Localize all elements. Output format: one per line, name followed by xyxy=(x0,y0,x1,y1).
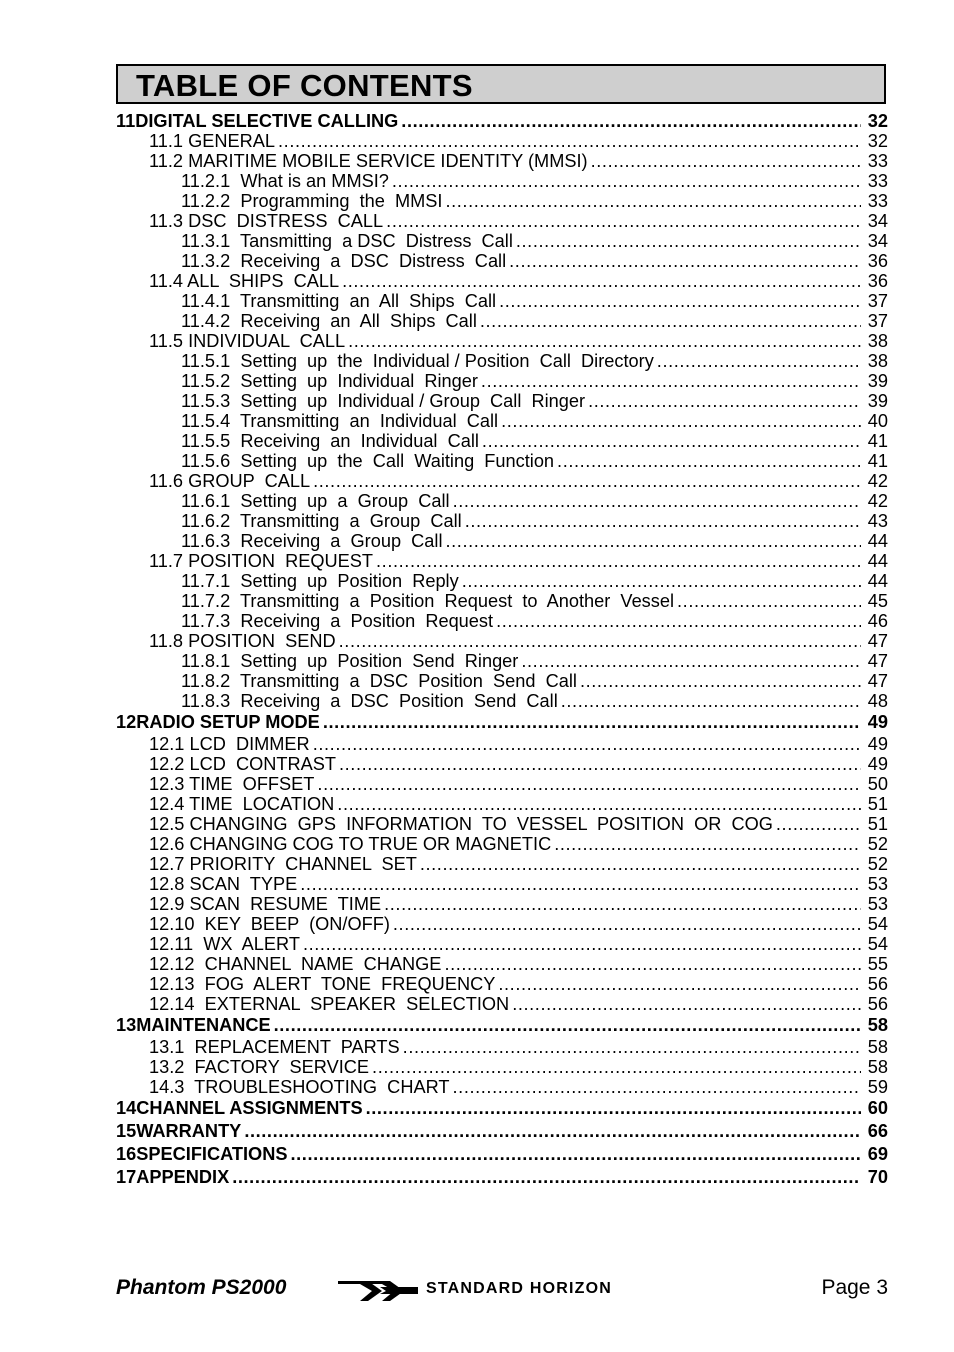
toc-dot-leader xyxy=(323,711,861,734)
toc-page-number: 33 xyxy=(867,151,888,171)
toc-page-number: 47 xyxy=(867,631,888,651)
toc-dot-leader xyxy=(342,271,861,291)
toc-dot-leader xyxy=(303,934,861,954)
toc-section-number: 17 xyxy=(116,1167,137,1187)
toc-dot-leader xyxy=(588,391,861,411)
toc-entry[interactable] xyxy=(116,711,888,734)
toc-dot-leader xyxy=(403,1037,861,1057)
toc-dot-leader xyxy=(561,691,861,711)
page-title: TABLE OF CONTENTS xyxy=(136,68,473,103)
toc-entry[interactable] xyxy=(116,1166,888,1189)
toc-entry-title: 11.1 GENERAL xyxy=(149,131,276,151)
toc-dot-leader xyxy=(274,1014,861,1037)
toc-entry[interactable] xyxy=(116,1120,888,1143)
toc-entry[interactable] xyxy=(116,894,888,914)
toc-page-number: 47 xyxy=(867,651,888,671)
toc-entry[interactable] xyxy=(116,691,888,711)
toc-entry[interactable] xyxy=(116,351,888,371)
toc-dot-leader xyxy=(521,651,861,671)
toc-dot-leader xyxy=(465,511,861,531)
toc-page-number: 58 xyxy=(867,1037,888,1057)
toc-entry-title: 11.7 POSITION REQUEST xyxy=(149,551,374,571)
toc-page-number: 69 xyxy=(867,1144,888,1164)
toc-entry[interactable] xyxy=(116,531,888,551)
toc-page-number: 39 xyxy=(867,371,888,391)
toc-entry-title: 12.3 TIME OFFSET xyxy=(149,774,315,794)
toc-entry[interactable] xyxy=(116,834,888,854)
toc-entry-title: RADIO SETUP MODE xyxy=(136,712,320,732)
toc-page-number: 51 xyxy=(867,814,888,834)
toc-dot-leader xyxy=(480,311,861,331)
toc-page-number: 53 xyxy=(867,874,888,894)
toc-entry[interactable] xyxy=(116,814,888,834)
toc-entry[interactable] xyxy=(116,451,888,471)
toc-page-number: 41 xyxy=(867,451,888,471)
toc-page-number: 55 xyxy=(867,954,888,974)
toc-dot-leader xyxy=(339,631,861,651)
toc-section-number: 11 xyxy=(116,111,136,131)
toc-dot-leader xyxy=(496,611,861,631)
toc-entry-title: 12.4 TIME LOCATION xyxy=(149,794,335,814)
toc-dot-leader xyxy=(591,151,861,171)
toc-entry[interactable] xyxy=(116,471,888,491)
toc-entry-title: 11.5.6 Setting up the Call Waiting Function xyxy=(181,451,555,471)
toc-dot-leader xyxy=(445,191,861,211)
toc-dot-leader xyxy=(499,291,861,311)
toc-dot-leader xyxy=(501,411,861,431)
toc-dot-leader xyxy=(384,894,861,914)
toc-section-number: 16 xyxy=(116,1144,137,1164)
toc-entry-title: 11.8 POSITION SEND xyxy=(149,631,336,651)
toc-entry[interactable] xyxy=(116,1037,888,1057)
toc-entry-title: 11.5.3 Setting up Individual / Group Call Ringer xyxy=(181,391,586,411)
toc-entry[interactable] xyxy=(116,1097,888,1120)
toc-section-number: 14 xyxy=(116,1098,137,1118)
brand-name: STANDARD HORIZON xyxy=(426,1280,613,1297)
toc-entry-title: 11.6 GROUP CALL xyxy=(149,471,311,491)
toc-dot-leader xyxy=(372,1057,861,1077)
toc-entry-title: 12.10 KEY BEEP (ON/OFF) xyxy=(149,914,390,934)
toc-page-number: 49 xyxy=(867,712,888,732)
toc-page-number: 48 xyxy=(867,691,888,711)
toc-entry-title: 11.2.1 What is an MMSI? xyxy=(181,171,389,191)
toc-page-number: 44 xyxy=(867,551,888,571)
toc-dot-leader xyxy=(453,1077,861,1097)
toc-page-number: 34 xyxy=(867,211,888,231)
toc-entry-title: 11.4 ALL SHIPS CALL xyxy=(149,271,340,291)
toc-page-number: 54 xyxy=(867,914,888,934)
toc-entry-title: 11.2.2 Programming the MMSI xyxy=(181,191,443,211)
toc-dot-leader xyxy=(339,754,861,774)
toc-entry-title: 11.4.1 Transmitting an All Ships Call xyxy=(181,291,497,311)
toc-dot-leader xyxy=(580,671,861,691)
toc-entry-title: 11.8.2 Transmitting a DSC Position Send Call xyxy=(181,671,577,691)
page-number: Page 3 xyxy=(821,1276,888,1299)
toc-page-number: 39 xyxy=(867,391,888,411)
toc-entry[interactable] xyxy=(116,391,888,411)
toc-dot-leader xyxy=(482,431,861,451)
toc-page-number: 49 xyxy=(867,734,888,754)
toc-entry-title: 12.13 FOG ALERT TONE FREQUENCY xyxy=(149,974,496,994)
toc-entry-title: 11.6.2 Transmitting a Group Call xyxy=(181,511,462,531)
toc-dot-leader xyxy=(498,974,861,994)
toc-page-number: 38 xyxy=(867,351,888,371)
toc-entry[interactable] xyxy=(116,651,888,671)
toc-dot-leader xyxy=(554,834,861,854)
toc-page-number: 53 xyxy=(867,894,888,914)
toc-entry-title: 11.3.2 Receiving a DSC Distress Call xyxy=(181,251,507,271)
toc-entry-title: 11.5.1 Setting up the Individual / Position Call Directory xyxy=(181,351,654,371)
toc-page-number: 32 xyxy=(867,111,888,131)
toc-dot-leader xyxy=(393,914,861,934)
toc-entry-title: 11.7.1 Setting up Position Reply xyxy=(181,571,459,591)
toc-entry-title: 12.11 WX ALERT xyxy=(149,934,300,954)
toc-entry[interactable] xyxy=(116,111,888,131)
toc-entry-title: 11.7.3 Receiving a Position Request xyxy=(181,611,494,631)
toc-entry-title: 12.7 PRIORITY CHANNEL SET xyxy=(149,854,417,874)
toc-entry[interactable] xyxy=(116,411,888,431)
toc-entry-title: 11.8.3 Receiving a DSC Position Send Call xyxy=(181,691,558,711)
toc-dot-leader xyxy=(401,111,861,131)
toc-entry[interactable] xyxy=(116,271,888,291)
toc-dot-leader xyxy=(657,351,861,371)
toc-entry[interactable] xyxy=(116,311,888,331)
toc-entry[interactable] xyxy=(116,994,888,1014)
brand-logo-icon xyxy=(338,1278,420,1302)
toc-page-number: 52 xyxy=(867,834,888,854)
toc-entry[interactable] xyxy=(116,774,888,794)
toc-entry[interactable] xyxy=(116,431,888,451)
toc-entry[interactable] xyxy=(116,794,888,814)
toc-page-number: 54 xyxy=(867,934,888,954)
toc-entry-title: 11.5.2 Setting up Individual Ringer xyxy=(181,371,478,391)
toc-entry-title: MAINTENANCE xyxy=(136,1015,271,1035)
toc-section-number: 12 xyxy=(116,712,137,732)
toc-page-number: 56 xyxy=(867,974,888,994)
toc-entry[interactable] xyxy=(116,371,888,391)
toc-entry-title: WARRANTY xyxy=(136,1121,242,1141)
title-banner xyxy=(116,64,886,104)
toc-page-number: 58 xyxy=(867,1015,888,1035)
toc-entry[interactable] xyxy=(116,874,888,894)
toc-section-number: 13 xyxy=(116,1015,137,1035)
toc-page-number: 42 xyxy=(867,491,888,511)
toc-dot-leader xyxy=(444,954,861,974)
toc-entry-title: 11.6.3 Receiving a Group Call xyxy=(181,531,443,551)
toc-entry[interactable] xyxy=(116,491,888,511)
toc-page-number: 40 xyxy=(867,411,888,431)
toc-entry[interactable] xyxy=(116,611,888,631)
toc-entry[interactable] xyxy=(116,1143,888,1166)
toc-entry-title: DIGITAL SELECTIVE CALLING xyxy=(135,111,399,131)
toc-dot-leader xyxy=(512,994,861,1014)
toc-entry[interactable] xyxy=(116,151,888,171)
toc-page-number: 36 xyxy=(867,271,888,291)
toc-dot-leader xyxy=(348,331,861,351)
toc-entry-title: 11.5.4 Transmitting an Individual Call xyxy=(181,411,499,431)
toc-page-number: 58 xyxy=(867,1057,888,1077)
toc-entry[interactable] xyxy=(116,191,888,211)
toc-page-number: 70 xyxy=(867,1167,888,1187)
toc-section-number: 15 xyxy=(116,1121,137,1141)
toc-entry-title: CHANNEL ASSIGNMENTS xyxy=(136,1098,363,1118)
toc-entry-title: 11.4.2 Receiving an All Ships Call xyxy=(181,311,477,331)
toc-entry[interactable] xyxy=(116,551,888,571)
toc-entry[interactable] xyxy=(116,631,888,651)
toc-entry-title: 12.8 SCAN TYPE xyxy=(149,874,298,894)
brand-logo xyxy=(338,1276,668,1304)
toc-page-number: 46 xyxy=(867,611,888,631)
toc-page-number: 66 xyxy=(867,1121,888,1141)
toc-dot-leader xyxy=(366,1097,861,1120)
toc-page-number: 37 xyxy=(867,291,888,311)
toc-dot-leader xyxy=(386,211,861,231)
toc-dot-leader xyxy=(462,571,861,591)
toc-page-number: 34 xyxy=(867,231,888,251)
toc-page-number: 41 xyxy=(867,431,888,451)
model-name: Phantom PS2000 xyxy=(116,1276,287,1299)
toc-entry[interactable] xyxy=(116,171,888,191)
toc-entry-title: 11.2 MARITIME MOBILE SERVICE IDENTITY (MMSI) xyxy=(149,151,588,171)
toc-page-number: 37 xyxy=(867,311,888,331)
toc-entry[interactable] xyxy=(116,231,888,251)
toc-dot-leader xyxy=(244,1120,861,1143)
toc-entry-title: 13.1 REPLACEMENT PARTS xyxy=(149,1037,400,1057)
toc-dot-leader xyxy=(337,794,861,814)
toc-dot-leader xyxy=(446,531,862,551)
toc-dot-leader xyxy=(278,131,861,151)
toc-entry-title: 12.14 EXTERNAL SPEAKER SELECTION xyxy=(149,994,510,1014)
toc-dot-leader xyxy=(420,854,861,874)
toc-page-number: 32 xyxy=(867,131,888,151)
toc-entry[interactable] xyxy=(116,1014,888,1037)
page-footer xyxy=(116,1274,888,1306)
toc-page-number: 45 xyxy=(867,591,888,611)
toc-dot-leader xyxy=(776,814,861,834)
toc-dot-leader xyxy=(313,471,861,491)
toc-entry[interactable] xyxy=(116,734,888,754)
table-of-contents xyxy=(116,111,888,1189)
toc-dot-leader xyxy=(677,591,861,611)
toc-entry-title: 13.2 FACTORY SERVICE xyxy=(149,1057,370,1077)
toc-page-number: 56 xyxy=(867,994,888,1014)
toc-page-number: 38 xyxy=(867,331,888,351)
toc-entry[interactable] xyxy=(116,671,888,691)
toc-entry-title: 12.6 CHANGING COG TO TRUE OR MAGNETIC xyxy=(149,834,552,854)
toc-page-number: 43 xyxy=(867,511,888,531)
toc-page-number: 49 xyxy=(867,754,888,774)
toc-entry-title: 12.9 SCAN RESUME TIME xyxy=(149,894,382,914)
toc-entry[interactable] xyxy=(116,754,888,774)
toc-page-number: 42 xyxy=(867,471,888,491)
toc-entry-title: SPECIFICATIONS xyxy=(136,1144,288,1164)
toc-entry[interactable] xyxy=(116,591,888,611)
toc-entry-title: 11.5 INDIVIDUAL CALL xyxy=(149,331,346,351)
toc-dot-leader xyxy=(481,371,861,391)
toc-entry-title: 12.2 LCD CONTRAST xyxy=(149,754,336,774)
toc-dot-leader xyxy=(392,171,861,191)
toc-entry-title: 12.5 CHANGING GPS INFORMATION TO VESSEL POSITION OR COG xyxy=(149,814,773,834)
toc-entry-title: APPENDIX xyxy=(136,1167,230,1187)
toc-dot-leader xyxy=(516,231,861,251)
toc-dot-leader xyxy=(300,874,861,894)
toc-entry[interactable] xyxy=(116,974,888,994)
toc-entry-title: 11.7.2 Transmitting a Position Request to Another Vessel xyxy=(181,591,675,611)
toc-entry[interactable] xyxy=(116,954,888,974)
toc-page-number: 52 xyxy=(867,854,888,874)
toc-entry-title: 11.3 DSC DISTRESS CALL xyxy=(149,211,384,231)
toc-entry-title: 12.1 LCD DIMMER xyxy=(149,734,310,754)
toc-dot-leader xyxy=(509,251,861,271)
toc-entry[interactable] xyxy=(116,571,888,591)
toc-page-number: 44 xyxy=(867,531,888,551)
toc-dot-leader xyxy=(290,1143,861,1166)
toc-page-number: 59 xyxy=(867,1077,888,1097)
toc-entry[interactable] xyxy=(116,934,888,954)
toc-dot-leader xyxy=(313,734,861,754)
toc-dot-leader xyxy=(557,451,861,471)
toc-dot-leader xyxy=(317,774,861,794)
toc-entry-title: 12.12 CHANNEL NAME CHANGE xyxy=(149,954,442,974)
toc-page-number: 47 xyxy=(867,671,888,691)
toc-page-number: 60 xyxy=(867,1098,888,1118)
toc-entry[interactable] xyxy=(116,131,888,151)
toc-entry[interactable] xyxy=(116,211,888,231)
toc-entry[interactable] xyxy=(116,914,888,934)
toc-entry[interactable] xyxy=(116,854,888,874)
toc-page-number: 51 xyxy=(867,794,888,814)
toc-entry-title: 11.3.1 Tansmitting a DSC Distress Call xyxy=(181,231,513,251)
toc-page-number: 44 xyxy=(867,571,888,591)
toc-dot-leader xyxy=(376,551,861,571)
toc-entry[interactable] xyxy=(116,511,888,531)
toc-entry-title: 11.8.1 Setting up Position Send Ringer xyxy=(181,651,519,671)
toc-page-number: 33 xyxy=(867,171,888,191)
toc-entry-title: 11.6.1 Setting up a Group Call xyxy=(181,491,450,511)
toc-page-number: 50 xyxy=(867,774,888,794)
toc-dot-leader xyxy=(453,491,861,511)
toc-entry[interactable] xyxy=(116,331,888,351)
toc-entry-title: 11.5.5 Receiving an Individual Call xyxy=(181,431,479,451)
toc-dot-leader xyxy=(232,1166,861,1189)
toc-entry-title: 14.3 TROUBLESHOOTING CHART xyxy=(149,1077,450,1097)
toc-entry[interactable] xyxy=(116,1077,888,1097)
toc-entry[interactable] xyxy=(116,251,888,271)
toc-page-number: 33 xyxy=(867,191,888,211)
toc-entry[interactable] xyxy=(116,291,888,311)
toc-page-number: 36 xyxy=(867,251,888,271)
toc-entry[interactable] xyxy=(116,1057,888,1077)
